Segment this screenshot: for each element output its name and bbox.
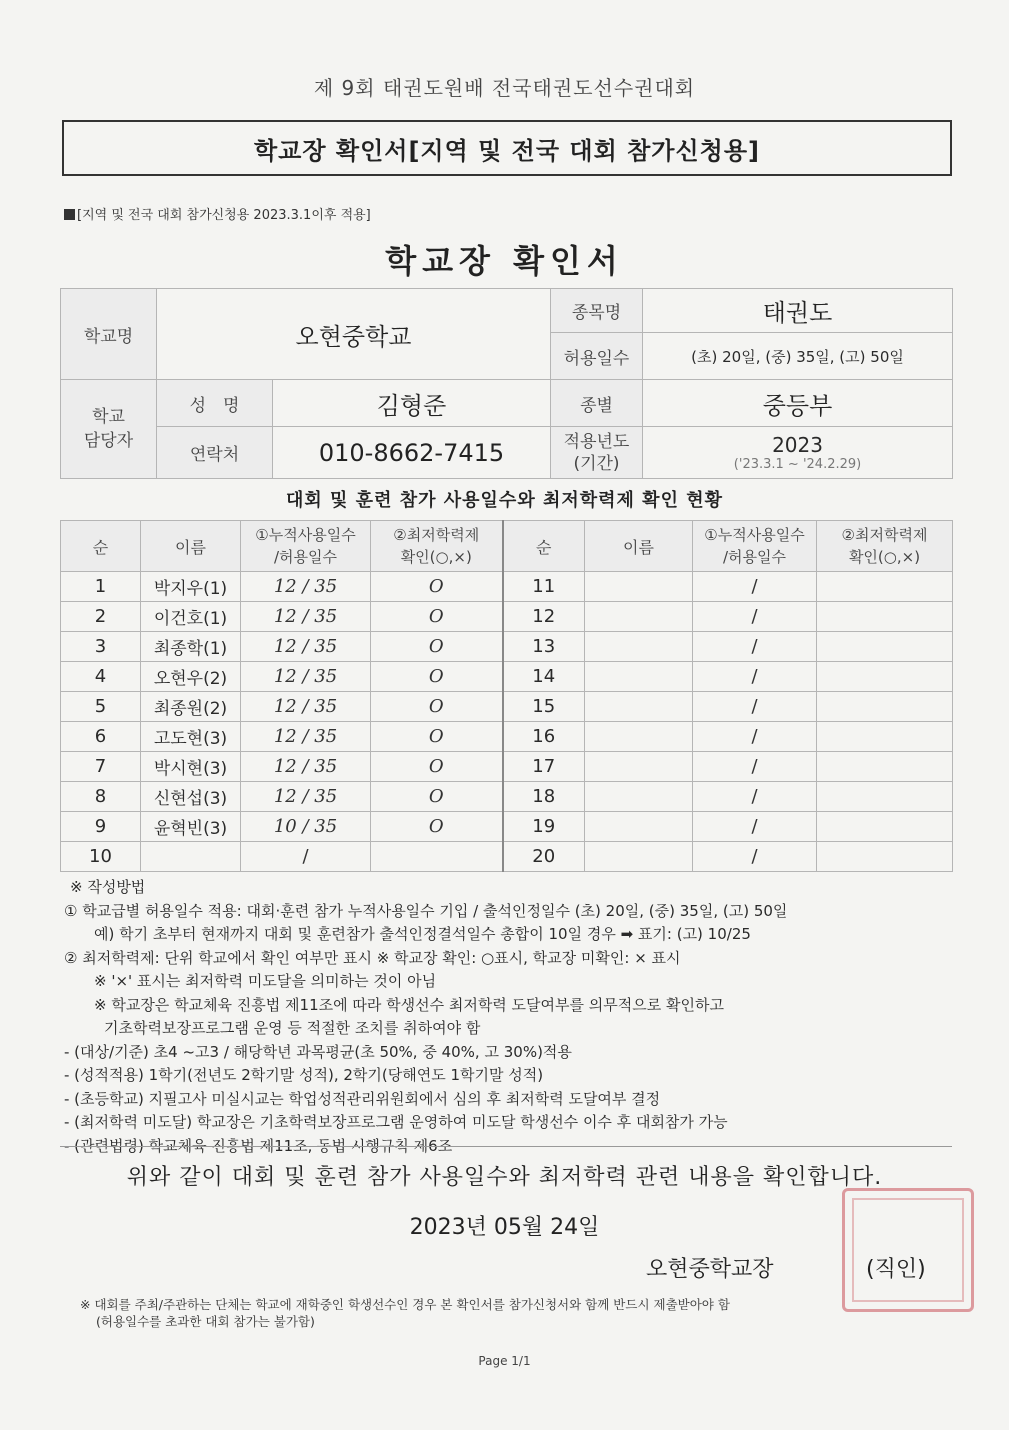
notice-text: [지역 및 전국 대회 참가신청용 2023.3.1이후 적용] (77, 208, 371, 223)
sport-value: 태권도 (643, 289, 953, 333)
days-used: / (693, 662, 817, 692)
academic-check: O (371, 752, 503, 782)
academic-check (817, 812, 953, 842)
note-line: - (대상/기준) 초4 ~고3 / 해당학년 과목평균(초 50%, 중 40%, 고 30%)적용 (64, 1042, 572, 1061)
footnote-line: ※ 대회를 주최/주관하는 단체는 학교에 재학중인 학생선수인 경우 본 확인서를 참가신청서와 함께 반드시 제출받아야 함 (80, 1297, 730, 1312)
header-name: 이름 (141, 521, 241, 572)
table-row (61, 752, 953, 782)
year-cell (643, 427, 953, 479)
header-name: 이름 (585, 521, 693, 572)
confirmation-statement: 위와 같이 대회 및 훈련 참가 사용일수와 최저학력 관련 내용을 확인합니다. (126, 1165, 883, 1190)
row-number: 9 (61, 812, 141, 842)
official-seal-stamp (842, 1188, 974, 1312)
roster-body (61, 572, 953, 872)
footnote (80, 1296, 960, 1330)
row-number: 5 (61, 692, 141, 722)
note-line: 예) 학기 초부터 현재까지 대회 및 훈련참가 출석인정결석일수 총합이 10일 경우 ➡ 표기: (고) 10/25 (94, 925, 751, 943)
notice-line (64, 204, 371, 223)
row-number: 3 (61, 632, 141, 662)
academic-check (817, 842, 953, 872)
athlete-name: 최종학(1) (141, 632, 241, 662)
days-used: 12 / 35 (241, 752, 371, 782)
writing-instructions (64, 876, 944, 1158)
athlete-name: 박시현(3) (141, 752, 241, 782)
days-used: / (693, 812, 817, 842)
seal-inner-border (852, 1198, 964, 1302)
note-line: - (최저학력 미도달) 학교장은 기초학력보장프로그램 운영하여 미도달 학생선수 이수 후 대회참가 가능 (64, 1113, 728, 1131)
athlete-name (585, 812, 693, 842)
days-used: / (693, 632, 817, 662)
athlete-name (585, 752, 693, 782)
row-number: 15 (503, 692, 585, 722)
academic-check: O (371, 602, 503, 632)
academic-check (817, 662, 953, 692)
note-line: ※ '×' 표시는 최저학력 미도달을 의미하는 것이 아님 (94, 972, 437, 990)
year-period: ('23.3.1 ~ '24.2.29) (733, 457, 862, 472)
academic-check (817, 692, 953, 722)
days-used: 12 / 35 (241, 692, 371, 722)
division-label: 종별 (551, 380, 643, 427)
note-line: - (초등학교) 지필고사 미실시교는 학업성적관리위원회에서 심의 후 최저학력 도달여부 결정 (64, 1089, 661, 1108)
row-number: 18 (503, 782, 585, 812)
academic-check (817, 572, 953, 602)
table-row (61, 662, 953, 692)
athlete-name: 오현우(2) (141, 662, 241, 692)
athlete-name (141, 842, 241, 872)
school-label: 학교명 (61, 289, 157, 380)
academic-check: O (371, 782, 503, 812)
school-info-table (60, 288, 953, 479)
signer: 오현중학교장 (646, 1257, 774, 1282)
academic-check (817, 752, 953, 782)
days-used: / (241, 842, 371, 872)
document-header-box: 학교장 확인서[지역 및 전국 대회 참가신청용] (62, 120, 952, 176)
divider (60, 1146, 952, 1147)
academic-check (817, 722, 953, 752)
allowed-days-label: 허용일수 (551, 333, 643, 380)
days-used: 12 / 35 (241, 782, 371, 812)
note-line: - (관련법령) 학교체육 진흥법 제11조, 동법 시행규칙 제6조 (64, 1136, 453, 1155)
row-number: 13 (503, 632, 585, 662)
table-row (61, 692, 953, 722)
seal-label: (직인) (866, 1257, 926, 1282)
days-used: 10 / 35 (241, 812, 371, 842)
year-label: 적용년도 (기간) (551, 427, 643, 479)
row-number: 16 (503, 722, 585, 752)
academic-check: O (371, 662, 503, 692)
days-used: 12 / 35 (241, 662, 371, 692)
days-used: / (693, 842, 817, 872)
athlete-name: 최종원(2) (141, 692, 241, 722)
table-row (61, 572, 953, 602)
athlete-name (585, 692, 693, 722)
division-value: 중등부 (643, 380, 953, 427)
roster-table (60, 520, 953, 872)
athlete-name (585, 722, 693, 752)
note-line: - (성적적용) 1학기(전년도 2학기말 성적), 2학기(당해연도 1학기말 성적) (64, 1066, 544, 1084)
academic-check (371, 842, 503, 872)
notes-heading: ※ 작성방법 (70, 878, 146, 896)
issue-date: 2023년 05월 24일 (409, 1215, 600, 1240)
row-number: 20 (503, 842, 585, 872)
contact-label: 연락처 (157, 427, 273, 479)
athlete-name (585, 662, 693, 692)
days-used: 12 / 35 (241, 602, 371, 632)
row-number: 1 (61, 572, 141, 602)
manager-name: 김형준 (273, 380, 551, 427)
row-number: 14 (503, 662, 585, 692)
days-used: 12 / 35 (241, 722, 371, 752)
row-number: 10 (61, 842, 141, 872)
academic-check (817, 602, 953, 632)
contact-value: 010-8662-7415 (273, 427, 551, 479)
row-number: 8 (61, 782, 141, 812)
academic-check (817, 632, 953, 662)
days-used: / (693, 752, 817, 782)
roster-header-row (61, 521, 953, 572)
table-row (61, 722, 953, 752)
header-academic: ②최저학력제 확인(○,×) (817, 521, 953, 572)
athlete-name (585, 632, 693, 662)
academic-check: O (371, 692, 503, 722)
allowed-days-value: (초) 20일, (중) 35일, (고) 50일 (643, 333, 953, 380)
athlete-name (585, 782, 693, 812)
row-number: 17 (503, 752, 585, 782)
days-used: / (693, 602, 817, 632)
year-value: 2023 (772, 433, 823, 457)
event-title: 제 9회 태권도원배 전국태권도선수권대회 (313, 76, 696, 100)
academic-check: O (371, 812, 503, 842)
note-line: ※ 학교장은 학교체육 진흥법 제11조에 따라 학생선수 최저학력 도달여부를 의무적으로 확인하고 (94, 995, 724, 1014)
row-number: 7 (61, 752, 141, 782)
row-number: 6 (61, 722, 141, 752)
days-used: / (693, 722, 817, 752)
days-used: / (693, 692, 817, 722)
table-row (61, 812, 953, 842)
header-no: 순 (503, 521, 585, 572)
page-number: Page 1/1 (478, 1354, 531, 1368)
athlete-name (585, 842, 693, 872)
row-number: 4 (61, 662, 141, 692)
athlete-name: 박지우(1) (141, 572, 241, 602)
row-number: 12 (503, 602, 585, 632)
academic-check (817, 782, 953, 812)
header-days: ①누적사용일수 /허용일수 (693, 521, 817, 572)
school-value: 오현중학교 (157, 289, 551, 380)
days-used: / (693, 782, 817, 812)
header-days: ①누적사용일수 /허용일수 (241, 521, 371, 572)
days-used: 12 / 35 (241, 572, 371, 602)
square-bullet-icon (64, 209, 75, 220)
athlete-name (585, 572, 693, 602)
manager-label: 학교 담당자 (61, 380, 157, 479)
note-line: ① 학교급별 허용일수 적용: 대회·훈련 참가 누적사용일수 기입 / 출석인정일수 (초) 20일, (중) 35일, (고) 50일 (64, 901, 788, 920)
athlete-name: 이건호(1) (141, 602, 241, 632)
athlete-name (585, 602, 693, 632)
row-number: 19 (503, 812, 585, 842)
section-title: 대회 및 훈련 참가 사용일수와 최저학력제 확인 현황 (285, 490, 723, 511)
table-row (61, 782, 953, 812)
table-row (61, 602, 953, 632)
row-number: 11 (503, 572, 585, 602)
academic-check: O (371, 632, 503, 662)
academic-check: O (371, 722, 503, 752)
header-academic: ②최저학력제 확인(○,×) (371, 521, 503, 572)
note-line: 기초학력보장프로그램 운영 등 적절한 조치를 취하여야 함 (104, 1019, 481, 1037)
days-used: 12 / 35 (241, 632, 371, 662)
table-row (61, 842, 953, 872)
days-used: / (693, 572, 817, 602)
page-title: 학교장 확인서 (385, 242, 624, 280)
athlete-name: 윤혁빈(3) (141, 812, 241, 842)
academic-check: O (371, 572, 503, 602)
sport-label: 종목명 (551, 289, 643, 333)
athlete-name: 신현섭(3) (141, 782, 241, 812)
table-row (61, 632, 953, 662)
row-number: 2 (61, 602, 141, 632)
footnote-line: (허용일수를 초과한 대회 참가는 불가함) (96, 1314, 315, 1329)
name-label: 성 명 (157, 380, 273, 427)
header-no: 순 (61, 521, 141, 572)
note-line: ② 최저학력제: 단위 학교에서 확인 여부만 표시 ※ 학교장 확인: ○표시, 학교장 미확인: × 표시 (64, 948, 681, 967)
athlete-name: 고도현(3) (141, 722, 241, 752)
